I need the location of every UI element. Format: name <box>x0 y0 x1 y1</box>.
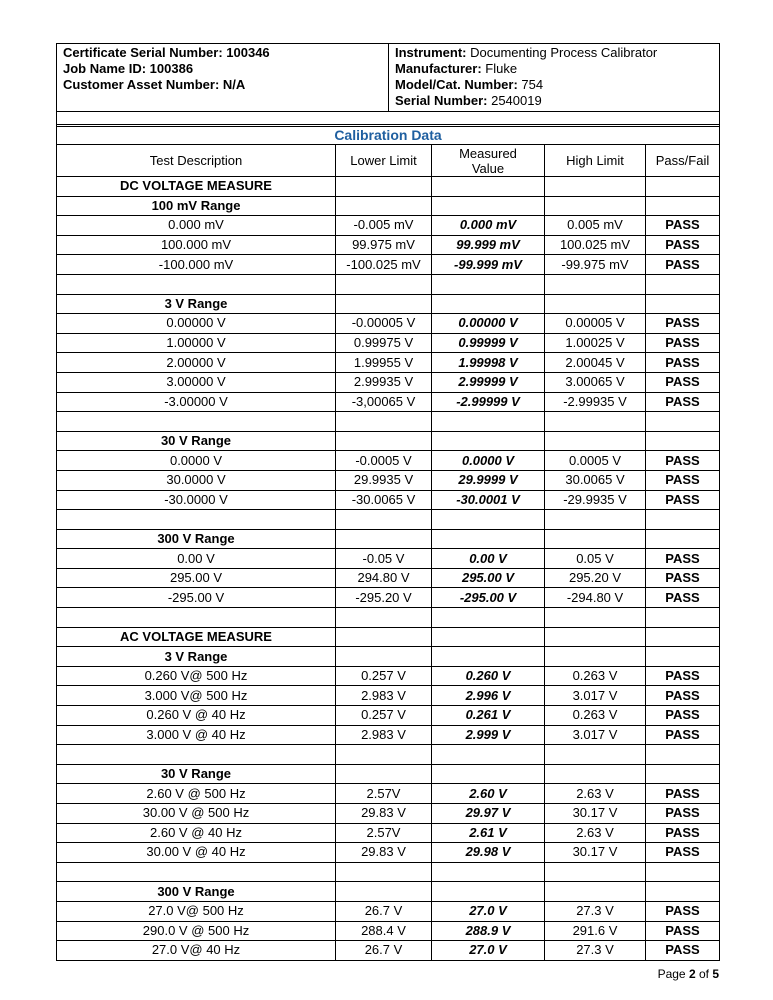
measured-value-cell: 99.999 mV <box>432 235 545 255</box>
pass-fail-cell <box>646 627 720 647</box>
test-description-cell: -100.000 mV <box>57 255 336 275</box>
lower-limit-cell: -0.05 V <box>336 549 432 569</box>
test-description-cell: 3 V Range <box>57 294 336 314</box>
high-limit-cell: 1.00025 V <box>545 333 646 353</box>
lower-limit-cell <box>336 745 432 765</box>
page-number: Page 2 of 5 <box>657 967 719 981</box>
high-limit-cell: 0.0005 V <box>545 451 646 471</box>
pass-fail-cell <box>646 274 720 294</box>
lower-limit-cell: 2.99935 V <box>336 372 432 392</box>
lower-limit-cell <box>336 529 432 549</box>
measured-value-cell: 29.97 V <box>432 804 545 824</box>
pass-fail-cell <box>646 177 720 197</box>
test-description-cell: 0.00 V <box>57 549 336 569</box>
model-number-line: Model/Cat. Number: 754 <box>395 77 544 92</box>
job-name-line: Job Name ID: 100386 <box>63 61 194 76</box>
measured-value-cell: 2.999 V <box>432 725 545 745</box>
test-description-cell: 30 V Range <box>57 764 336 784</box>
pass-fail-cell: PASS <box>646 235 720 255</box>
lower-limit-cell <box>336 294 432 314</box>
blank-row <box>57 608 720 628</box>
high-limit-cell: 0.263 V <box>545 706 646 726</box>
test-description-cell: 3.000 V @ 40 Hz <box>57 725 336 745</box>
range-row <box>57 647 720 667</box>
table-row <box>57 588 720 608</box>
measured-value-cell <box>432 608 545 628</box>
measured-value-cell <box>432 862 545 882</box>
pass-fail-cell: PASS <box>646 549 720 569</box>
measured-value-cell <box>432 274 545 294</box>
measured-value-cell: -2.99999 V <box>432 392 545 412</box>
range-row <box>57 882 720 902</box>
measured-value-cell: 0.260 V <box>432 666 545 686</box>
calibration-data-title: Calibration Data <box>57 125 720 145</box>
test-description-cell: DC VOLTAGE MEASURE <box>57 177 336 197</box>
test-description-cell: 27.0 V@ 500 Hz <box>57 901 336 921</box>
pass-fail-cell <box>646 764 720 784</box>
range-row <box>57 196 720 216</box>
high-limit-cell: 100.025 mV <box>545 235 646 255</box>
high-limit-cell <box>545 608 646 628</box>
test-description-cell: 30.00 V @ 500 Hz <box>57 804 336 824</box>
calibration-data-table <box>56 124 720 961</box>
pass-fail-cell: PASS <box>646 823 720 843</box>
table-row <box>57 686 720 706</box>
test-description-cell: 295.00 V <box>57 568 336 588</box>
measured-value-cell: -30.0001 V <box>432 490 545 510</box>
table-row <box>57 941 720 961</box>
measured-value-cell: 2.61 V <box>432 823 545 843</box>
test-description-cell: 30.0000 V <box>57 470 336 490</box>
test-description-cell: -3.00000 V <box>57 392 336 412</box>
high-limit-cell <box>545 764 646 784</box>
high-limit-cell: 30.17 V <box>545 843 646 863</box>
blank-row <box>57 745 720 765</box>
test-description-cell <box>57 274 336 294</box>
test-description-cell: 0.260 V@ 500 Hz <box>57 666 336 686</box>
high-limit-cell: 0.005 mV <box>545 216 646 236</box>
high-limit-cell: 27.3 V <box>545 901 646 921</box>
table-row <box>57 333 720 353</box>
test-description-cell <box>57 608 336 628</box>
measured-value-cell <box>432 431 545 451</box>
high-limit-cell <box>545 627 646 647</box>
table-row <box>57 451 720 471</box>
high-limit-cell <box>545 647 646 667</box>
high-limit-cell: 2.63 V <box>545 823 646 843</box>
test-description-cell: 0.00000 V <box>57 314 336 334</box>
test-description-cell: 30.00 V @ 40 Hz <box>57 843 336 863</box>
pass-fail-cell <box>646 294 720 314</box>
lower-limit-cell <box>336 412 432 432</box>
high-limit-cell: 2.63 V <box>545 784 646 804</box>
high-limit-cell: 30.0065 V <box>545 470 646 490</box>
pass-fail-cell <box>646 412 720 432</box>
pass-fail-cell <box>646 529 720 549</box>
test-description-cell: 300 V Range <box>57 882 336 902</box>
high-limit-cell: 2.00045 V <box>545 353 646 373</box>
table-row <box>57 568 720 588</box>
measured-value-cell <box>432 196 545 216</box>
pass-fail-cell <box>646 745 720 765</box>
high-limit-cell <box>545 294 646 314</box>
test-description-cell: 100.000 mV <box>57 235 336 255</box>
lower-limit-cell: 0.257 V <box>336 706 432 726</box>
high-limit-cell <box>545 412 646 432</box>
measured-value-cell <box>432 412 545 432</box>
test-description-cell: 2.60 V @ 500 Hz <box>57 784 336 804</box>
table-row <box>57 804 720 824</box>
range-row <box>57 529 720 549</box>
measured-value-cell: 29.98 V <box>432 843 545 863</box>
pass-fail-cell: PASS <box>646 392 720 412</box>
section-row <box>57 627 720 647</box>
lower-limit-cell: 294.80 V <box>336 568 432 588</box>
test-description-cell: -30.0000 V <box>57 490 336 510</box>
table-row <box>57 901 720 921</box>
lower-limit-cell: 2.57V <box>336 823 432 843</box>
table-row <box>57 843 720 863</box>
measured-value-cell: 295.00 V <box>432 568 545 588</box>
high-limit-cell <box>545 745 646 765</box>
measured-value-cell: 27.0 V <box>432 941 545 961</box>
test-description-cell: 1.00000 V <box>57 333 336 353</box>
high-limit-cell <box>545 862 646 882</box>
pass-fail-cell <box>646 882 720 902</box>
lower-limit-cell <box>336 627 432 647</box>
measured-value-cell <box>432 745 545 765</box>
lower-limit-cell <box>336 274 432 294</box>
test-description-cell: 30 V Range <box>57 431 336 451</box>
test-description-cell: 0.260 V @ 40 Hz <box>57 706 336 726</box>
high-limit-cell <box>545 177 646 197</box>
pass-fail-cell: PASS <box>646 725 720 745</box>
high-limit-cell: 3.00065 V <box>545 372 646 392</box>
pass-fail-cell: PASS <box>646 666 720 686</box>
pass-fail-cell: PASS <box>646 353 720 373</box>
customer-asset-line: Customer Asset Number: N/A <box>63 77 246 92</box>
pass-fail-cell: PASS <box>646 255 720 275</box>
test-description-cell <box>57 745 336 765</box>
lower-limit-cell: 26.7 V <box>336 941 432 961</box>
high-limit-cell: 30.17 V <box>545 804 646 824</box>
certificate-info-cell <box>57 44 389 112</box>
lower-limit-cell <box>336 647 432 667</box>
pass-fail-cell <box>646 608 720 628</box>
range-row <box>57 431 720 451</box>
lower-limit-cell: 1.99955 V <box>336 353 432 373</box>
instrument-info-cell <box>389 44 720 112</box>
measured-value-cell <box>432 529 545 549</box>
table-row <box>57 235 720 255</box>
lower-limit-cell <box>336 608 432 628</box>
pass-fail-cell: PASS <box>646 843 720 863</box>
lower-limit-cell: -3,00065 V <box>336 392 432 412</box>
measured-value-cell: 2.60 V <box>432 784 545 804</box>
pass-fail-cell: PASS <box>646 588 720 608</box>
lower-limit-cell: -295.20 V <box>336 588 432 608</box>
high-limit-cell <box>545 882 646 902</box>
section-row <box>57 177 720 197</box>
lower-limit-cell: 99.975 mV <box>336 235 432 255</box>
table-row <box>57 725 720 745</box>
range-row <box>57 294 720 314</box>
test-description-cell: 2.60 V @ 40 Hz <box>57 823 336 843</box>
measured-value-cell: -295.00 V <box>432 588 545 608</box>
table-row <box>57 549 720 569</box>
table-row <box>57 706 720 726</box>
lower-limit-cell: -0.00005 V <box>336 314 432 334</box>
lower-limit-cell: 2.57V <box>336 784 432 804</box>
table-row <box>57 392 720 412</box>
pass-fail-cell: PASS <box>646 686 720 706</box>
lower-limit-cell: 2.983 V <box>336 725 432 745</box>
pass-fail-cell: PASS <box>646 706 720 726</box>
high-limit-cell <box>545 196 646 216</box>
pass-fail-cell: PASS <box>646 372 720 392</box>
high-limit-cell: -29.9935 V <box>545 490 646 510</box>
pass-fail-cell: PASS <box>646 490 720 510</box>
lower-limit-cell: -30.0065 V <box>336 490 432 510</box>
high-limit-cell: 0.05 V <box>545 549 646 569</box>
measured-value-cell: 0.0000 V <box>432 451 545 471</box>
pass-fail-cell: PASS <box>646 804 720 824</box>
high-limit-cell: 295.20 V <box>545 568 646 588</box>
blank-row <box>57 274 720 294</box>
column-header-lower-limit: Lower Limit <box>336 145 432 177</box>
lower-limit-cell: 288.4 V <box>336 921 432 941</box>
test-description-cell: -295.00 V <box>57 588 336 608</box>
pass-fail-cell: PASS <box>646 784 720 804</box>
measured-value-cell: 2.996 V <box>432 686 545 706</box>
blank-row <box>57 412 720 432</box>
pass-fail-cell <box>646 510 720 530</box>
high-limit-cell: 0.263 V <box>545 666 646 686</box>
pass-fail-cell: PASS <box>646 941 720 961</box>
column-header-measured-value: Measured Value <box>432 145 545 177</box>
column-header-pass-fail: Pass/Fail <box>646 145 720 177</box>
test-description-cell: 0.000 mV <box>57 216 336 236</box>
table-row <box>57 921 720 941</box>
table-row <box>57 353 720 373</box>
measured-value-cell: 2.99999 V <box>432 372 545 392</box>
serial-number-line: Serial Number: 2540019 <box>395 93 542 108</box>
measured-value-cell <box>432 627 545 647</box>
certificate-serial-line: Certificate Serial Number: 100346 <box>63 45 270 60</box>
table-row <box>57 490 720 510</box>
lower-limit-cell: 29.83 V <box>336 843 432 863</box>
lower-limit-cell <box>336 882 432 902</box>
lower-limit-cell: -0.0005 V <box>336 451 432 471</box>
high-limit-cell: -294.80 V <box>545 588 646 608</box>
table-row <box>57 823 720 843</box>
test-description-cell: 300 V Range <box>57 529 336 549</box>
measured-value-cell <box>432 647 545 667</box>
high-limit-cell: -99.975 mV <box>545 255 646 275</box>
blank-row <box>57 862 720 882</box>
test-description-cell <box>57 510 336 530</box>
lower-limit-cell <box>336 510 432 530</box>
pass-fail-cell: PASS <box>646 314 720 334</box>
range-row <box>57 764 720 784</box>
measured-value-cell <box>432 510 545 530</box>
high-limit-cell <box>545 274 646 294</box>
table-row <box>57 784 720 804</box>
high-limit-cell: 27.3 V <box>545 941 646 961</box>
lower-limit-cell: -100.025 mV <box>336 255 432 275</box>
table-row <box>57 372 720 392</box>
lower-limit-cell: 2.983 V <box>336 686 432 706</box>
measured-value-cell <box>432 764 545 784</box>
blank-row <box>57 510 720 530</box>
measured-value-cell: 0.261 V <box>432 706 545 726</box>
lower-limit-cell <box>336 764 432 784</box>
table-row <box>57 216 720 236</box>
measured-value-cell: 0.00000 V <box>432 314 545 334</box>
lower-limit-cell <box>336 862 432 882</box>
column-header-test-description: Test Description <box>57 145 336 177</box>
pass-fail-cell: PASS <box>646 901 720 921</box>
lower-limit-cell <box>336 177 432 197</box>
pass-fail-cell <box>646 196 720 216</box>
measured-value-cell <box>432 882 545 902</box>
test-description-cell: 100 mV Range <box>57 196 336 216</box>
table-row <box>57 255 720 275</box>
lower-limit-cell: 29.83 V <box>336 804 432 824</box>
measured-value-cell: 0.00 V <box>432 549 545 569</box>
pass-fail-cell: PASS <box>646 568 720 588</box>
table-row <box>57 470 720 490</box>
pass-fail-cell: PASS <box>646 333 720 353</box>
lower-limit-cell: 29.9935 V <box>336 470 432 490</box>
measured-value-cell: 29.9999 V <box>432 470 545 490</box>
test-description-cell: AC VOLTAGE MEASURE <box>57 627 336 647</box>
high-limit-cell: 3.017 V <box>545 686 646 706</box>
pass-fail-cell <box>646 431 720 451</box>
measured-value-cell: 1.99998 V <box>432 353 545 373</box>
high-limit-cell: 0.00005 V <box>545 314 646 334</box>
test-description-cell: 290.0 V @ 500 Hz <box>57 921 336 941</box>
test-description-cell: 27.0 V@ 40 Hz <box>57 941 336 961</box>
column-header-high-limit: High Limit <box>545 145 646 177</box>
measured-value-cell: 288.9 V <box>432 921 545 941</box>
pass-fail-cell <box>646 862 720 882</box>
test-description-cell: 3.000 V@ 500 Hz <box>57 686 336 706</box>
lower-limit-cell: 26.7 V <box>336 901 432 921</box>
test-description-cell <box>57 862 336 882</box>
pass-fail-cell <box>646 647 720 667</box>
high-limit-cell: -2.99935 V <box>545 392 646 412</box>
lower-limit-cell <box>336 196 432 216</box>
high-limit-cell: 3.017 V <box>545 725 646 745</box>
lower-limit-cell <box>336 431 432 451</box>
lower-limit-cell: 0.99975 V <box>336 333 432 353</box>
pass-fail-cell: PASS <box>646 451 720 471</box>
pass-fail-cell: PASS <box>646 470 720 490</box>
instrument-line: Instrument: Documenting Process Calibrator <box>395 45 658 60</box>
measured-value-cell <box>432 294 545 314</box>
measured-value-cell: 27.0 V <box>432 901 545 921</box>
pass-fail-cell: PASS <box>646 921 720 941</box>
measured-value-cell: -99.999 mV <box>432 255 545 275</box>
calibration-rows <box>57 177 720 961</box>
high-limit-cell <box>545 510 646 530</box>
lower-limit-cell: -0.005 mV <box>336 216 432 236</box>
table-row <box>57 314 720 334</box>
high-limit-cell <box>545 431 646 451</box>
certificate-header <box>56 43 720 127</box>
table-row <box>57 666 720 686</box>
test-description-cell: 0.0000 V <box>57 451 336 471</box>
measured-value-cell <box>432 177 545 197</box>
test-description-cell <box>57 412 336 432</box>
test-description-cell: 3.00000 V <box>57 372 336 392</box>
measured-value-cell: 0.99999 V <box>432 333 545 353</box>
test-description-cell: 3 V Range <box>57 647 336 667</box>
manufacturer-line: Manufacturer: Fluke <box>395 61 518 76</box>
lower-limit-cell: 0.257 V <box>336 666 432 686</box>
high-limit-cell <box>545 529 646 549</box>
measured-value-cell: 0.000 mV <box>432 216 545 236</box>
pass-fail-cell: PASS <box>646 216 720 236</box>
test-description-cell: 2.00000 V <box>57 353 336 373</box>
high-limit-cell: 291.6 V <box>545 921 646 941</box>
